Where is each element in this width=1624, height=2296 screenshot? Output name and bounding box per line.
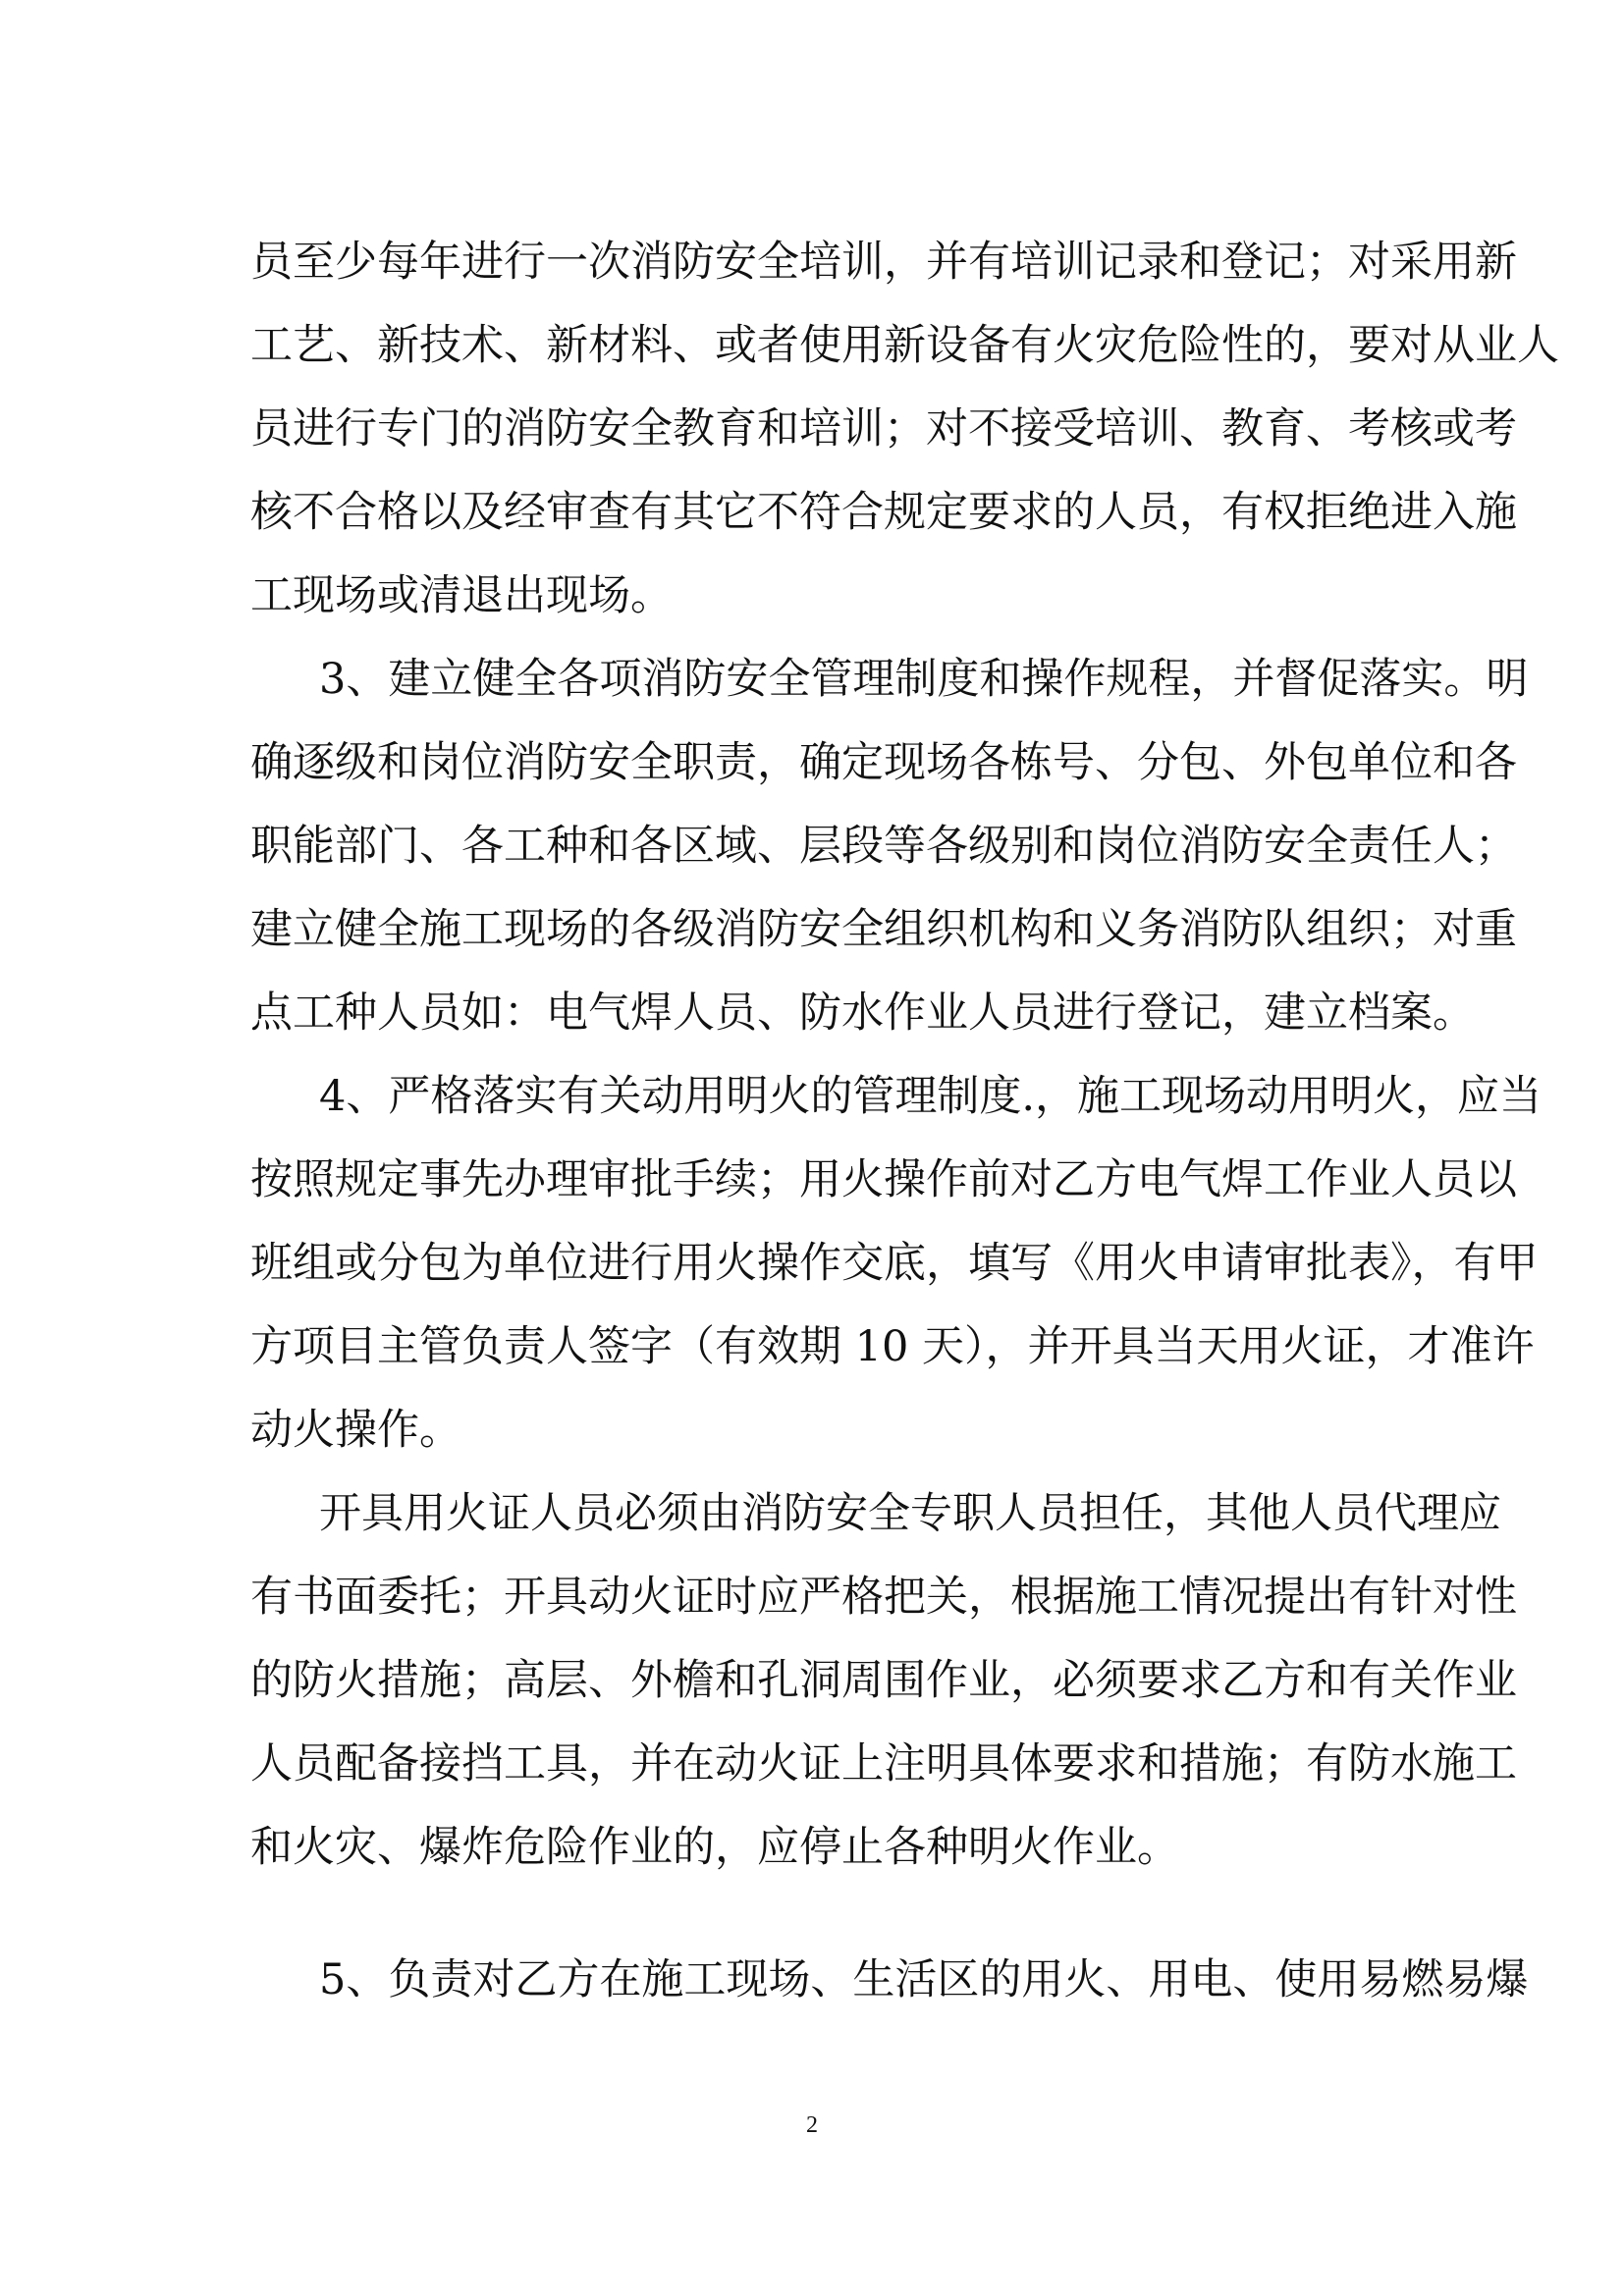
page-number: 2 (806, 2112, 818, 2138)
text-line: 工艺、新技术、新材料、或者使用新设备有火灾危险性的，要对从业人 (250, 321, 1559, 370)
paragraph-3-start: 3、建立健全各项消防安全管理制度和操作规程，并督促落实。明 (319, 655, 1529, 704)
text-line: 和火灾、爆炸危险作业的，应停止各种明火作业。 (250, 1823, 1179, 1872)
paragraph-5-start: 5、负责对乙方在施工现场、生活区的用火、用电、使用易燃易爆 (319, 1955, 1529, 2004)
text-line: 核不合格以及经审查有其它不符合规定要求的人员，有权拒绝进入施 (250, 488, 1517, 537)
text-line: 人员配备接挡工具，并在动火证上注明具体要求和措施；有防水施工 (250, 1739, 1517, 1789)
text-line: 点工种人员如：电气焊人员、防水作业人员进行登记，建立档案。 (250, 988, 1475, 1038)
text-line: 班组或分包为单位进行用火操作交底，填写《用火申请审批表》，有甲 (250, 1239, 1539, 1288)
paragraph-fire-permit-start: 开具用火证人员必须由消防安全专职人员担任，其他人员代理应 (319, 1489, 1501, 1538)
text-line: 的防火措施；高层、外檐和孔洞周围作业，必须要求乙方和有关作业 (250, 1656, 1517, 1705)
text-line: 员至少每年进行一次消防安全培训，并有培训记录和登记；对采用新 (250, 238, 1517, 287)
paragraph-4-start: 4、严格落实有关动用明火的管理制度.，施工现场动用明火，应当 (319, 1072, 1543, 1121)
text-line: 工现场或清退出现场。 (250, 571, 673, 620)
text-line: 方项目主管负责人签字（有效期 10 天），并开具当天用火证，才准许 (250, 1322, 1535, 1371)
text-line: 动火操作。 (250, 1406, 461, 1455)
text-line: 职能部门、各工种和各区域、层段等各级别和岗位消防安全责任人； (250, 822, 1517, 871)
text-line: 员进行专门的消防安全教育和培训；对不接受培训、教育、考核或考 (250, 404, 1517, 454)
text-line: 确逐级和岗位消防安全职责，确定现场各栋号、分包、外包单位和各 (250, 738, 1517, 787)
text-line: 按照规定事先办理审批手续；用火操作前对乙方电气焊工作业人员以 (250, 1155, 1517, 1204)
text-line: 建立健全施工现场的各级消防安全组织机构和义务消防队组织；对重 (250, 905, 1517, 954)
text-line: 有书面委托；开具动火证时应严格把关，根据施工情况提出有针对性 (250, 1573, 1517, 1622)
